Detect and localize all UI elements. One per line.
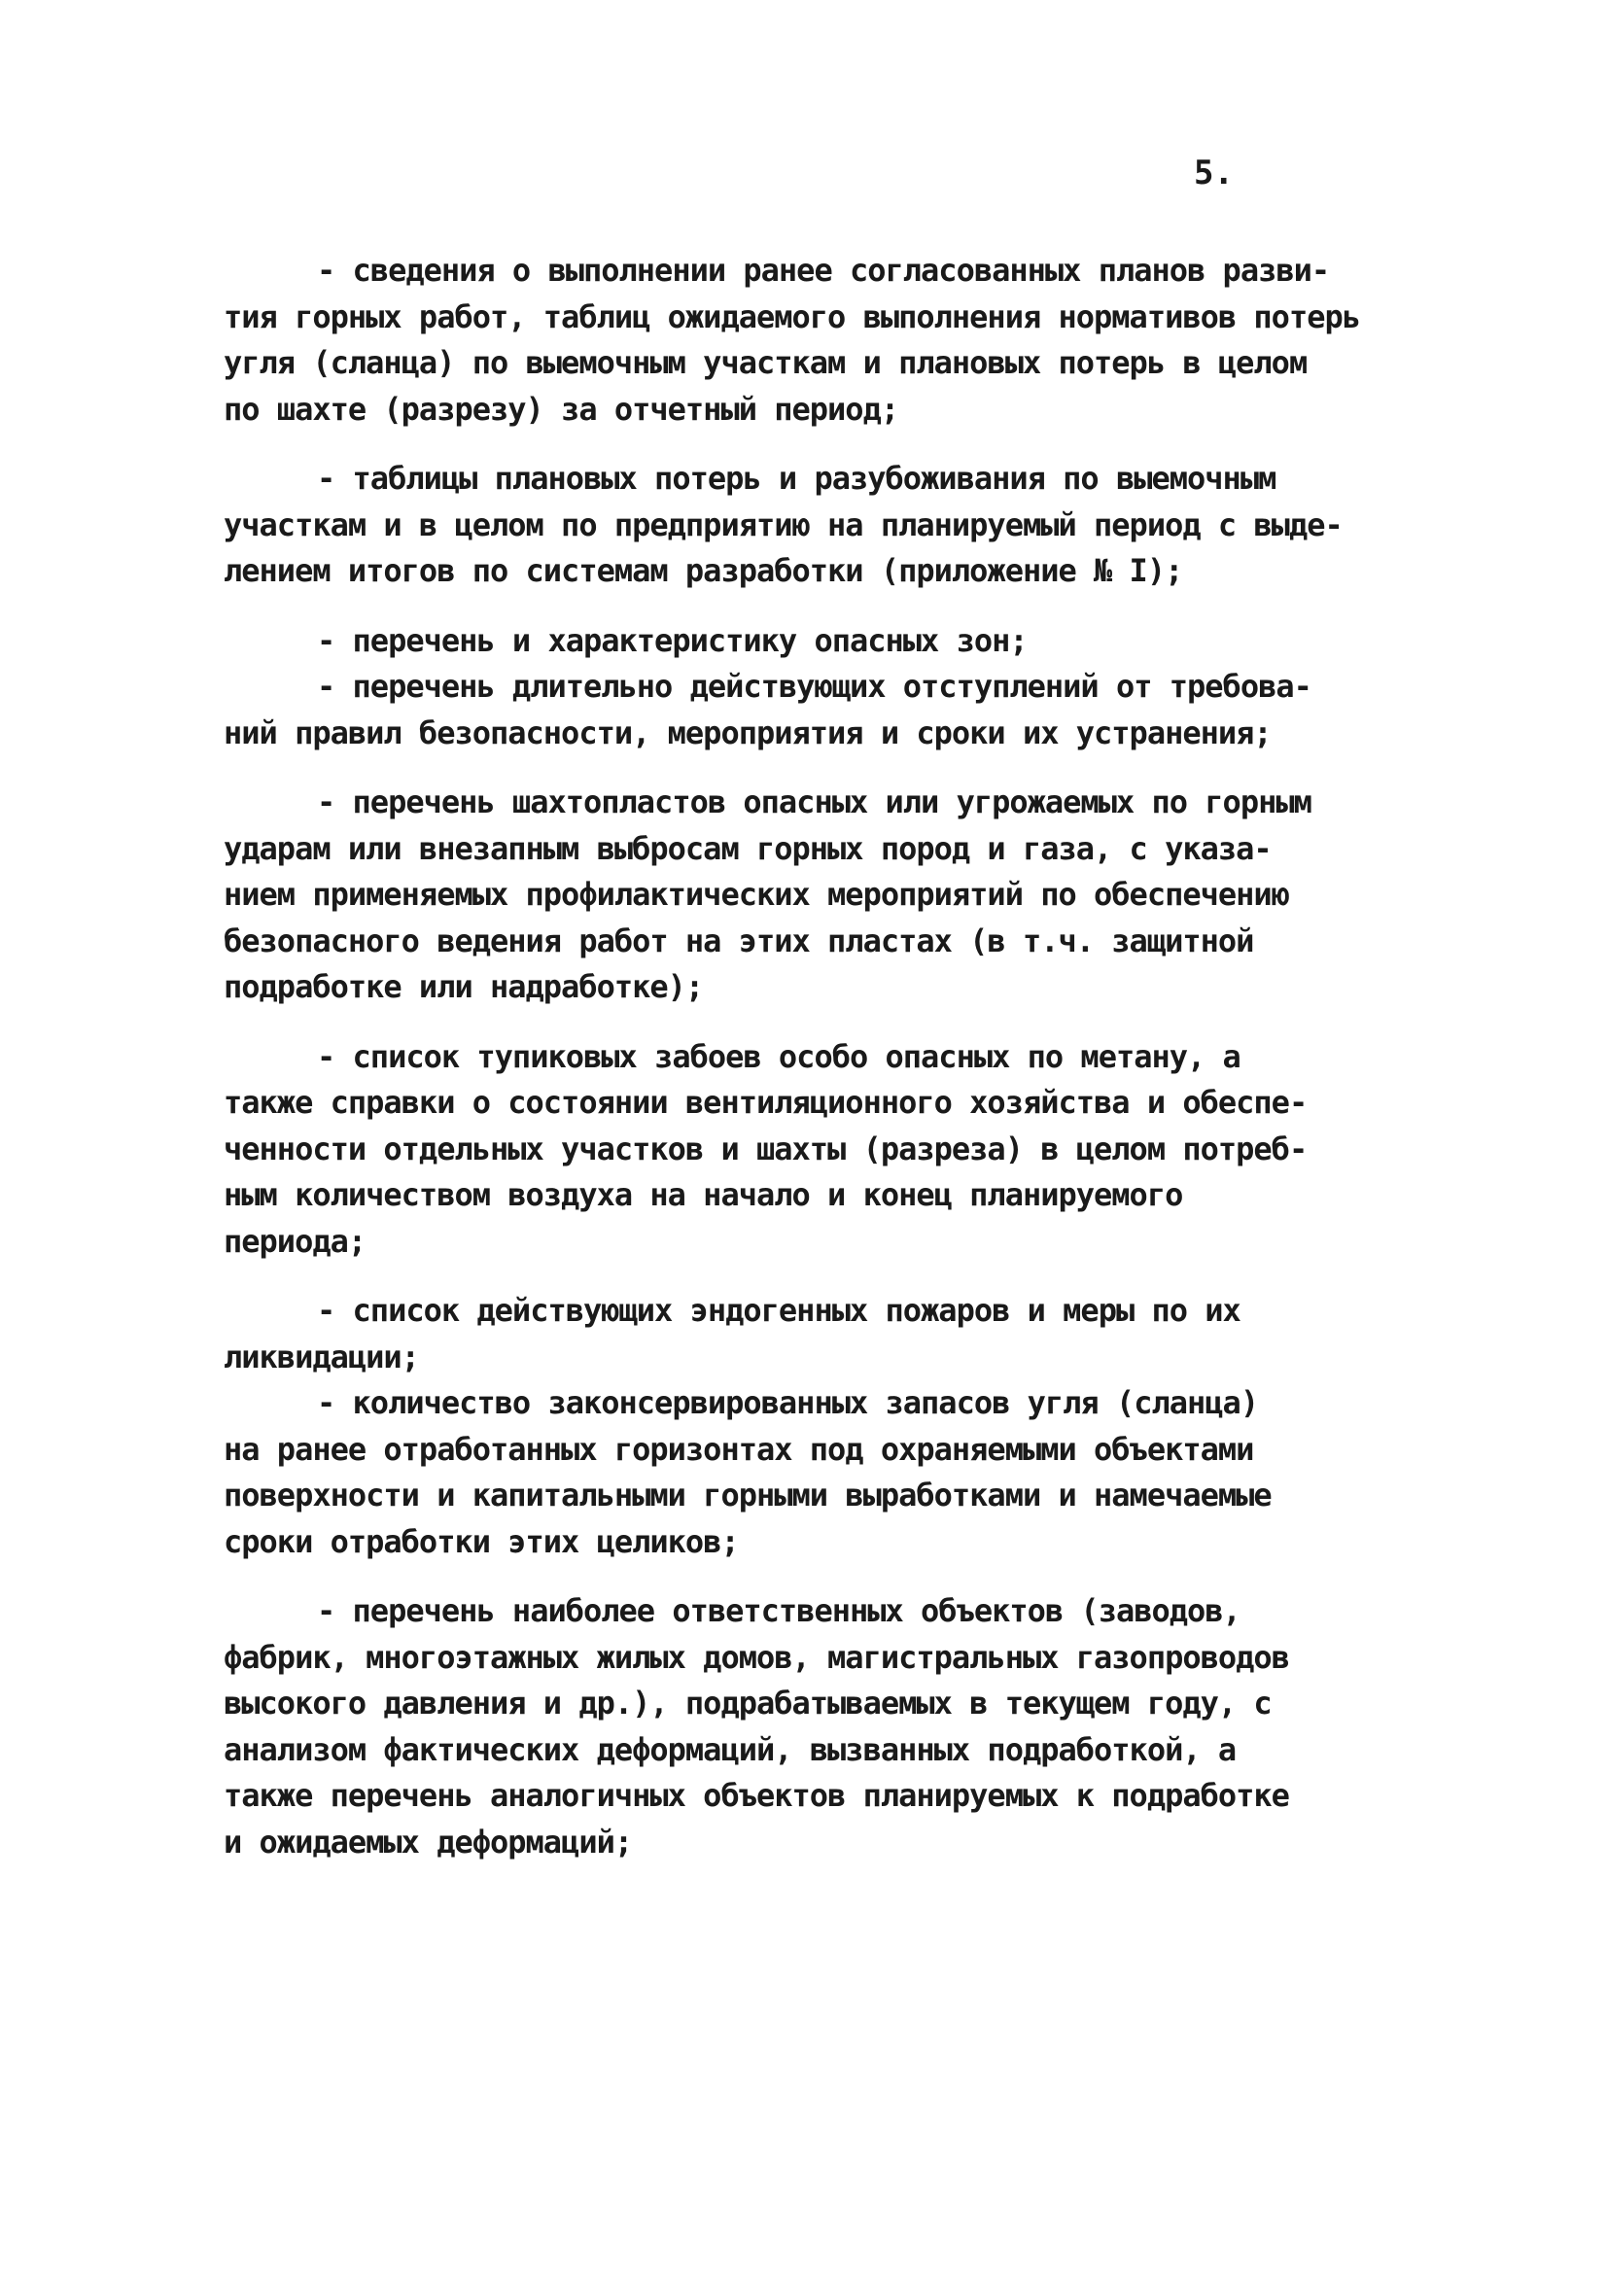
text-line: - количество законсервированных запасов угля (сланца) (317, 1384, 1259, 1421)
text-line: ний правил безопасности, мероприятия и сроки их устранения; (224, 713, 1272, 751)
text-line: тия горных работ, таблиц ожидаемого выполнения нормативов потерь (224, 297, 1360, 335)
text-line: ным количеством воздуха на начало и конец планируемого (224, 1176, 1183, 1213)
paragraph-dead-end-faces (224, 1034, 1449, 1266)
text-line: участкам и в целом по предприятию на планируемый период с выде- (224, 505, 1343, 543)
paragraph-hazard-zones (224, 618, 1449, 665)
text-line: ударам или внезапным выбросам горных пород и газа, с указа- (224, 829, 1272, 867)
text-line: - перечень и характеристику опасных зон; (317, 621, 1028, 659)
text-line: фабрик, многоэтажных жилых домов, магистральных газопроводов (224, 1638, 1289, 1676)
text-line: - список действующих эндогенных пожаров и меры по их (317, 1292, 1240, 1329)
text-line: - список тупиковых забоев особо опасных по метану, а (317, 1037, 1240, 1075)
text-line: поверхности и капитальными горными выработками и намечаемые (224, 1477, 1272, 1513)
text-line: - перечень шахтопластов опасных или угрожаемых по горным (317, 783, 1311, 820)
paragraph-undermined-objects (224, 1588, 1449, 1865)
text-line: ликвидации; (224, 1338, 419, 1375)
text-line: ченности отдельных участков и шахты (разреза) в целом потреб- (224, 1130, 1308, 1167)
text-line: - сведения о выполнении ранее согласованных планов разви- (317, 252, 1330, 289)
text-line: на ранее отработанных горизонтах под охраняемыми объектами (224, 1430, 1254, 1468)
text-line: высокого давления и др.), подрабатываемых в текущем году, с (224, 1685, 1272, 1722)
text-line: - перечень наиболее ответственных объектов (заводов, (317, 1592, 1240, 1629)
text-line: сроки отработки этих целиков; (224, 1522, 739, 1560)
text-line: угля (сланца) по выемочным участкам и плановых потерь в целом (224, 344, 1308, 381)
text-line: - таблицы плановых потерь и разубоживания по выемочным (317, 460, 1276, 497)
text-line: анализом фактических деформаций, вызванных подработкой, а (224, 1730, 1237, 1768)
paragraph-preserved-reserves (224, 1380, 1449, 1565)
text-line: - перечень длительно действующих отступлений от требова- (317, 668, 1311, 705)
paragraph-mining-plans-report (224, 248, 1449, 433)
text-line: лением итогов по системам разработки (приложение № I); (224, 552, 1183, 589)
paragraph-hazardous-seams (224, 780, 1449, 1011)
text-line: и ожидаемых деформаций; (224, 1823, 633, 1861)
paragraph-safety-deviations (224, 664, 1449, 756)
text-line: по шахте (разрезу) за отчетный период; (224, 390, 899, 428)
text-line: нием применяемых профилактических мероприятий по обеспечению (224, 876, 1289, 913)
paragraph-planned-losses-tables (224, 456, 1449, 595)
text-line: безопасного ведения работ на этих пластах (в т.ч. защитной (224, 922, 1254, 959)
text-line: периода; (224, 1222, 367, 1260)
page-number: 5. (1194, 154, 1234, 192)
text-line: подработке или надработке); (224, 968, 704, 1005)
text-line: также справки о состоянии вентиляционного хозяйства и обеспе- (224, 1084, 1308, 1121)
document-body (224, 248, 1449, 1865)
paragraph-endogenous-fires (224, 1288, 1449, 1380)
text-line: также перечень аналогичных объектов планируемых к подработке (224, 1777, 1289, 1814)
